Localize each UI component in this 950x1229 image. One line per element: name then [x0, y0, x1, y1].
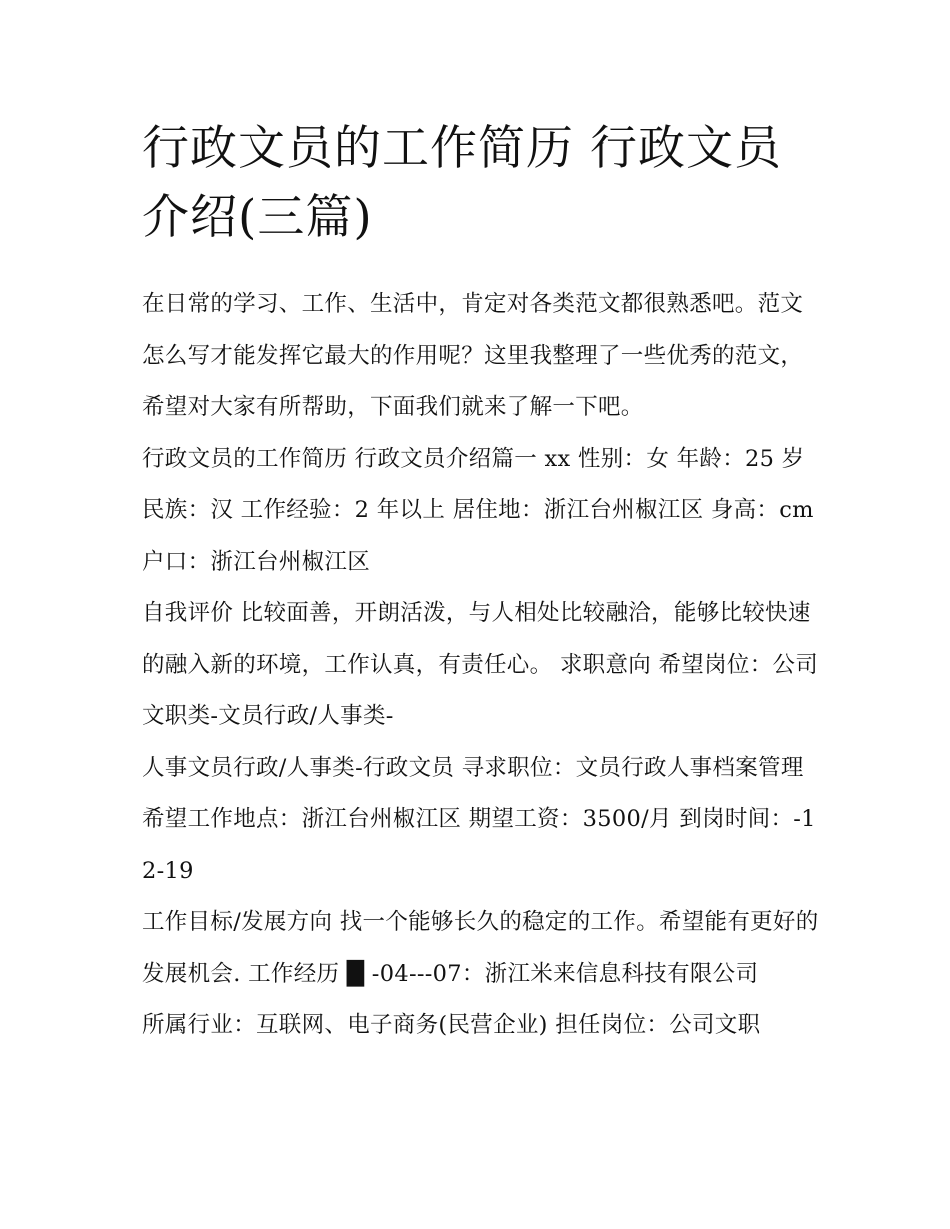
- paragraph-work-goal: 工作目标/发展方向 找一个能够长久的稳定的工作。希望能有更好的发展机会. 工作经历 █ -04---07：浙江米来信息科技有限公司: [142, 909, 819, 987]
- paragraph-industry: 所属行业：互联网、电子商务(民营企业) 担任岗位：公司文职: [142, 1012, 761, 1038]
- document-title: 行政文员的工作简历 行政文员介绍(三篇): [142, 121, 782, 245]
- paragraph-self-evaluation: 自我评价 比较面善，开朗活泼，与人相处比较融洽，能够比较快速的融入新的环境，工作认真，有责任心。 求职意向 希望岗位：公司文职类-文员行政/人事类-: [142, 600, 819, 729]
- paragraph-basic-info: 行政文员的工作简历 行政文员介绍篇一 xx 性别：女 年龄：25 岁 民族：汉 工作经验：2 年以上 居住地：浙江台州椒江区 身高：cm 户口：浙江台州椒江区: [142, 445, 814, 575]
- paragraph-job-intention: 人事文员行政/人事类-行政文员 寻求职位：文员行政人事档案管理 希望工作地点：浙江台州椒江区 期望工资：3500/月 到岗时间：-12-19: [142, 754, 816, 884]
- document-body: [142, 279, 822, 1052]
- paragraph-intro: 在日常的学习、工作、生活中，肯定对各类范文都很熟悉吧。范文怎么写才能发挥它最大的作用呢？这里我整理了一些优秀的范文，希望对大家有所帮助，下面我们就来了解一下吧。: [142, 291, 804, 420]
